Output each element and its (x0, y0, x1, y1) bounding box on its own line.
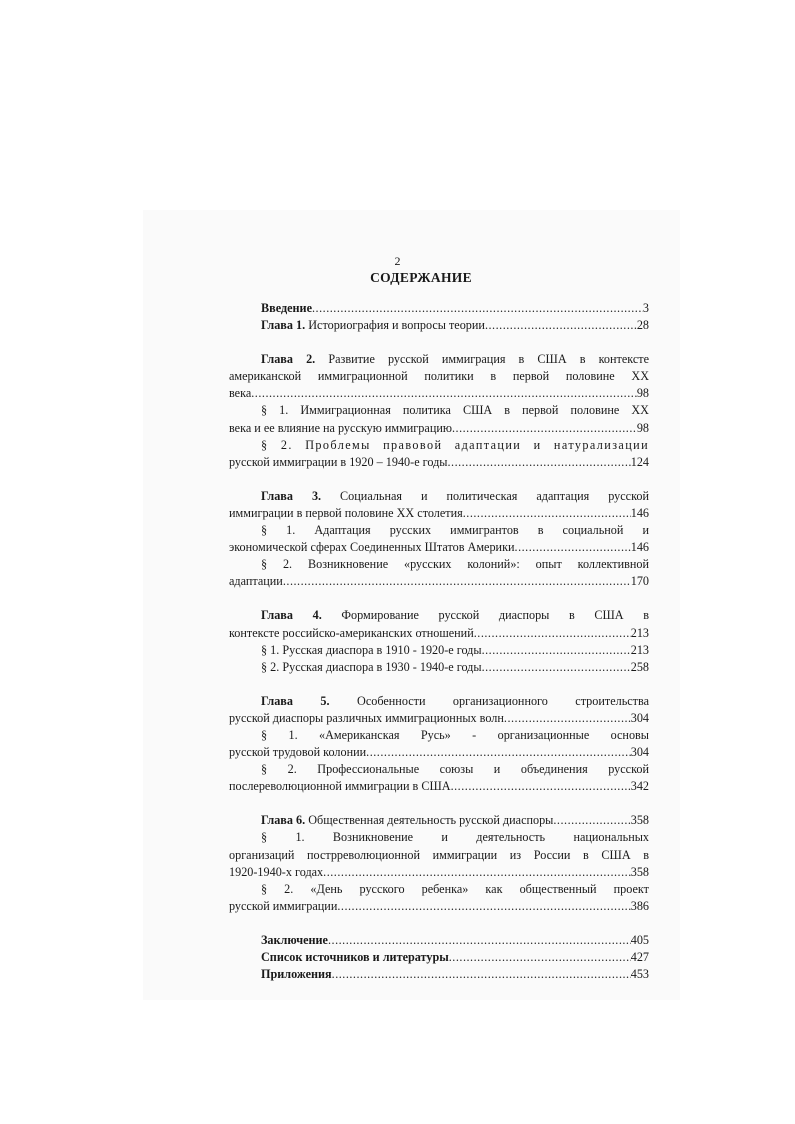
toc-title: СОДЕРЖАНИЕ (370, 270, 472, 285)
toc-entry-conclusion[interactable]: Заключение ..... 405 (229, 932, 649, 949)
toc-entry-chapter-4[interactable]: Глава 4. Формирование русской диаспоры в США в контексте российско-американских отношений ..... 213 (229, 607, 649, 641)
toc-entry-chapter-3-section-1[interactable]: § 1. Адаптация русских иммигрантов в социальной и экономической сферах Соединенных Штатов Америки ..... 146 (229, 522, 649, 556)
toc-entry-chapter-5-section-1[interactable]: § 1. «Американская Русь» - организационные основы русской трудовой колонии ..... 304 (229, 727, 649, 761)
toc-entry-chapter-5[interactable]: Глава 5. Особенности организационного строительства русской диаспоры различных иммиграционных волн ..... 304 (229, 693, 649, 727)
toc-entry-chapter-1[interactable]: Глава 1. Историография и вопросы теории ..... 28 (229, 317, 649, 334)
toc-entry-chapter-2-section-1[interactable]: § 1. Иммиграционная политика США в первой половине XX века и ее влияние на русскую иммиграцию ..... 98 (229, 402, 649, 436)
toc-entry-chapter-6-section-1[interactable]: § 1. Возникновение и деятельность национальных организаций пострреволюционной иммиграции из России в США в 1920-1940-х годах ..... 358 (229, 829, 649, 880)
toc-entry-chapter-6[interactable]: Глава 6. Общественная деятельность русской диаспоры ..... 358 (229, 812, 649, 829)
toc-entry-chapter-6-section-2[interactable]: § 2. «День русского ребенка» как общественный проект русской иммиграции ..... 386 (229, 881, 649, 915)
toc-entry-appendix[interactable]: Приложения ..... 453 (229, 966, 649, 983)
toc-entry-chapter-3-section-2[interactable]: § 2. Возникновение «русских колоний»: опыт коллективной адаптации ..... 170 (229, 556, 649, 590)
toc-entry-chapter-4-section-2[interactable]: § 2. Русская диаспора в 1930 - 1940-е годы ..... 258 (229, 659, 649, 676)
toc-entry-chapter-5-section-2[interactable]: § 2. Профессиональные союзы и объединения русской послереволюционной иммиграции в США ..... 342 (229, 761, 649, 795)
toc-entry-introduction[interactable]: Введение ..... 3 (229, 300, 649, 317)
toc-entry-sources[interactable]: Список источников и литературы ..... 427 (229, 949, 649, 966)
toc-entry-chapter-2[interactable]: Глава 2. Развитие русской иммиграция в США в контексте американской иммиграционной политики в первой половине XX века ..... 98 (229, 351, 649, 402)
page-number: 2 (394, 254, 401, 268)
toc-entry-chapter-2-section-2[interactable]: § 2. Проблемы правовой адаптации и натурализации русской иммиграции в 1920 – 1940-е годы ..... 124 (229, 437, 649, 471)
toc-entry-chapter-3[interactable]: Глава 3. Социальная и политическая адаптация русской иммиграции в первой половине XX столетия ..... 146 (229, 488, 649, 522)
table-of-contents (229, 300, 649, 983)
toc-entry-chapter-4-section-1[interactable]: § 1. Русская диаспора в 1910 - 1920-е годы ..... 213 (229, 642, 649, 659)
